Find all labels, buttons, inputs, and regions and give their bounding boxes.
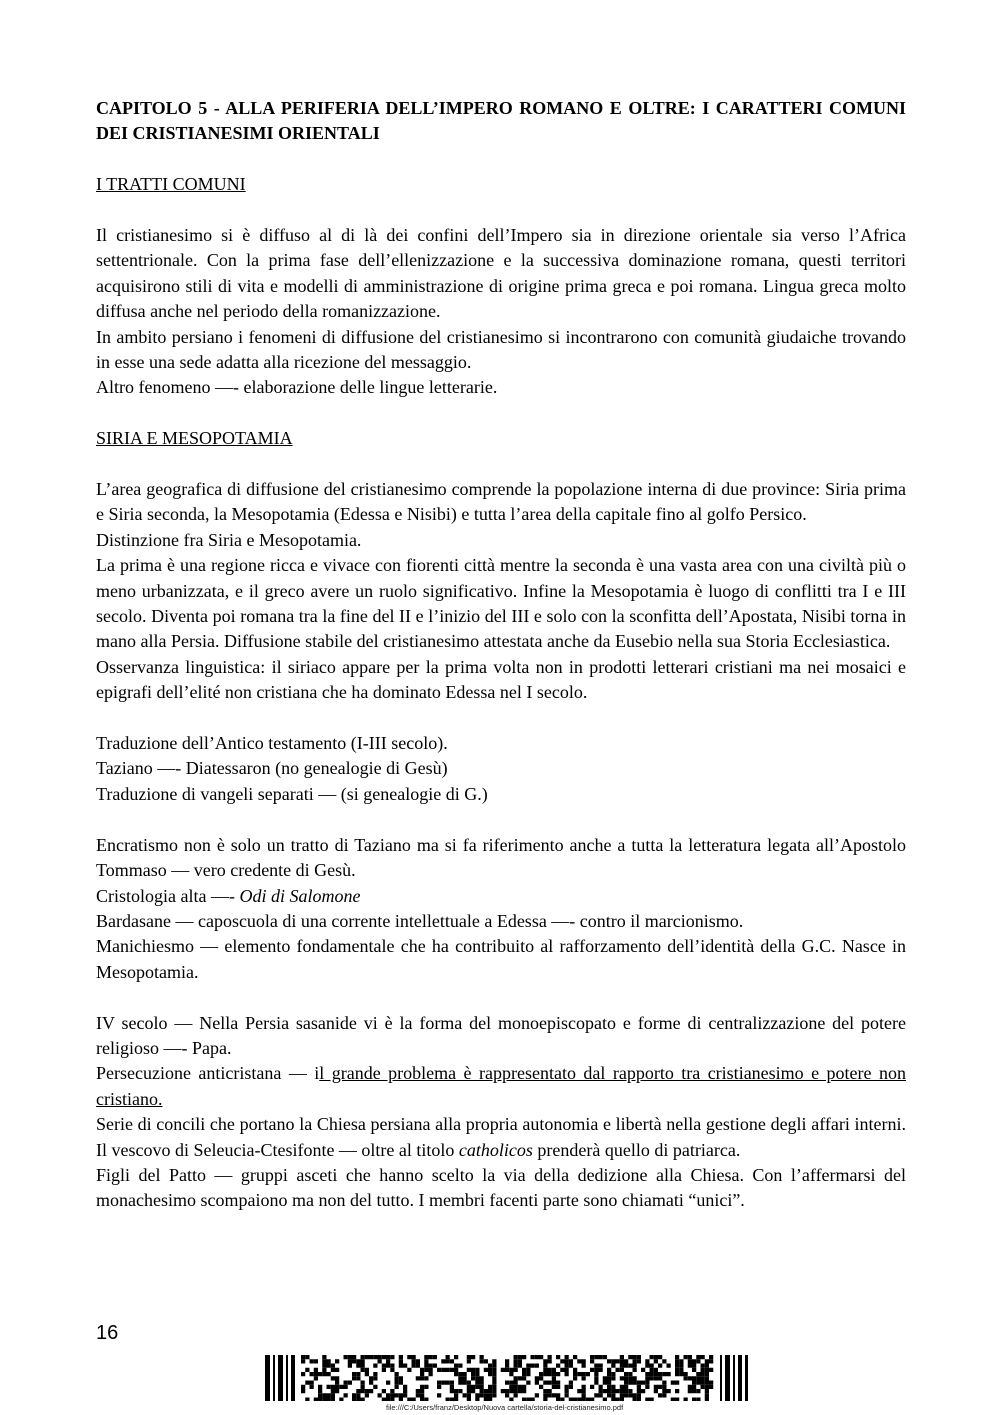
paragraph: Bardasane — caposcuola di una corrente intellettuale a Edessa —- contro il marcionismo. [96,910,744,931]
paragraph [96,1061,906,1112]
paragraph: In ambito persiano i fenomeni di diffusione del cristianesimo si incontrarono con comunità giudaiche trovando in esse una sede adatta alla ricezione del messaggio. [96,326,906,373]
barcode-image [265,1355,750,1401]
paragraph: Taziano —- Diatessaron (no genealogie di Gesù) [96,758,448,779]
paragraph: Altro fenomeno —- elaborazione delle lingue letterarie. [96,377,498,398]
text-span: Persecuzione anticristana — i [96,1063,320,1084]
text-span: prenderà quello di patriarca. [532,1139,741,1160]
paragraph: Osservanza linguistica: il siriaco appare per la prima volta non in prodotti letterari cristiani ma nei mosaici e epigrafi dell’elité non cristiana che ha dominato Edessa nel I secolo. [96,656,906,703]
page-number: 16 [96,1322,119,1344]
paragraph: L’area geografica di diffusione del cristianesimo comprende la popolazione interna di due province: Siria prima e Siria seconda, la Mesopotamia (Edessa e Nisibi) e tutta l’area della capitale fino al golfo Persico. [96,479,906,525]
italic-term: catholicos [458,1139,533,1160]
paragraph: La prima è una regione ricca e vivace con fiorenti città mentre la seconda è una vasta area con una civiltà più o meno urbanizzata, e il greco avere un ruolo significativo. Infine la Mesopotamia è luogo di conflitti tra I e III secolo. Diventa poi romana tra la fine del II e l’inizio del III e solo con la sconfitta dell’Apostata, Nisibi torna in mano alla Persia. Diffusione stabile del cristianesimo attestata anche da Eusebio nella sua Storia Ecclesiastica. [96,555,906,652]
section-heading-tratti-comuni: I TRATTI COMUNI [96,174,246,195]
page-content [96,96,906,1214]
underlined-text: l grande problema è rappresentato dal rapporto tra cristianesimo e potere non cristiano. [96,1063,906,1109]
paragraph [96,1112,906,1163]
paragraph: IV secolo — Nella Persia sasanide vi è la forma del monoepiscopato e forme di centralizzazione del potere religioso —- Papa. [96,1012,906,1058]
section-heading-siria-mesopotamia: SIRIA E MESOPOTAMIA [96,428,293,449]
paragraph: Figli del Patto — gruppi asceti che hanno scelto la via della dedizione alla Chiesa. Con l’affermarsi del monachesimo scompaiono ma non del tutto. I membri facenti parte sono chiamati “unici”. [96,1164,906,1211]
paragraph: Il cristianesimo si è diffuso al di là dei confini dell’Impero sia in direzione orientale sia verso l’Africa settentrionale. Con la prima fase dell’ellenizzazione e la successiva dominazione romana, questi territori acquisirono stili di vita e modelli di amministrazione di origine prima greca e poi romana. Lingua greca molto diffusa anche nel periodo della romanizzazione. [96,225,906,322]
paragraph: Encratismo non è solo un tratto di Taziano ma si fa riferimento anche a tutta la letteratura legata all’Apostolo Tommaso — vero credente di Gesù. [96,834,906,881]
paragraph: Traduzione di vangeli separati — (si genealogie di G.) [96,783,488,804]
paragraph [96,884,906,909]
italic-title: Odi di Salomone [239,885,361,906]
chapter-title: CAPITOLO 5 - ALLA PERIFERIA DELL’IMPERO ROMANO E OLTRE: I CARATTERI COMUNI DEI CRISTIANESIMI ORIENTALI [96,98,906,144]
text-span: Serie di concili che portano la Chiesa persiana alla propria autonomia e libertà nella gestione degli affari interni. Il vescovo di Seleucia-Ctesifonte — oltre al titolo [96,1114,906,1160]
text-span: Cristologia alta —- [96,885,240,906]
file-path: file:///C:/Users/franz/Desktop/Nuova cartella/storia-del-cristianesimo.pdf [386,1403,624,1412]
paragraph: Distinzione fra Siria e Mesopotamia. [96,529,362,550]
paragraph: Traduzione dell’Antico testamento (I-III secolo). [96,733,448,754]
paragraph: Manichiesmo — elemento fondamentale che ha contribuito al rafforzamento dell’identità della G.C. Nasce in Mesopotamia. [96,936,906,982]
